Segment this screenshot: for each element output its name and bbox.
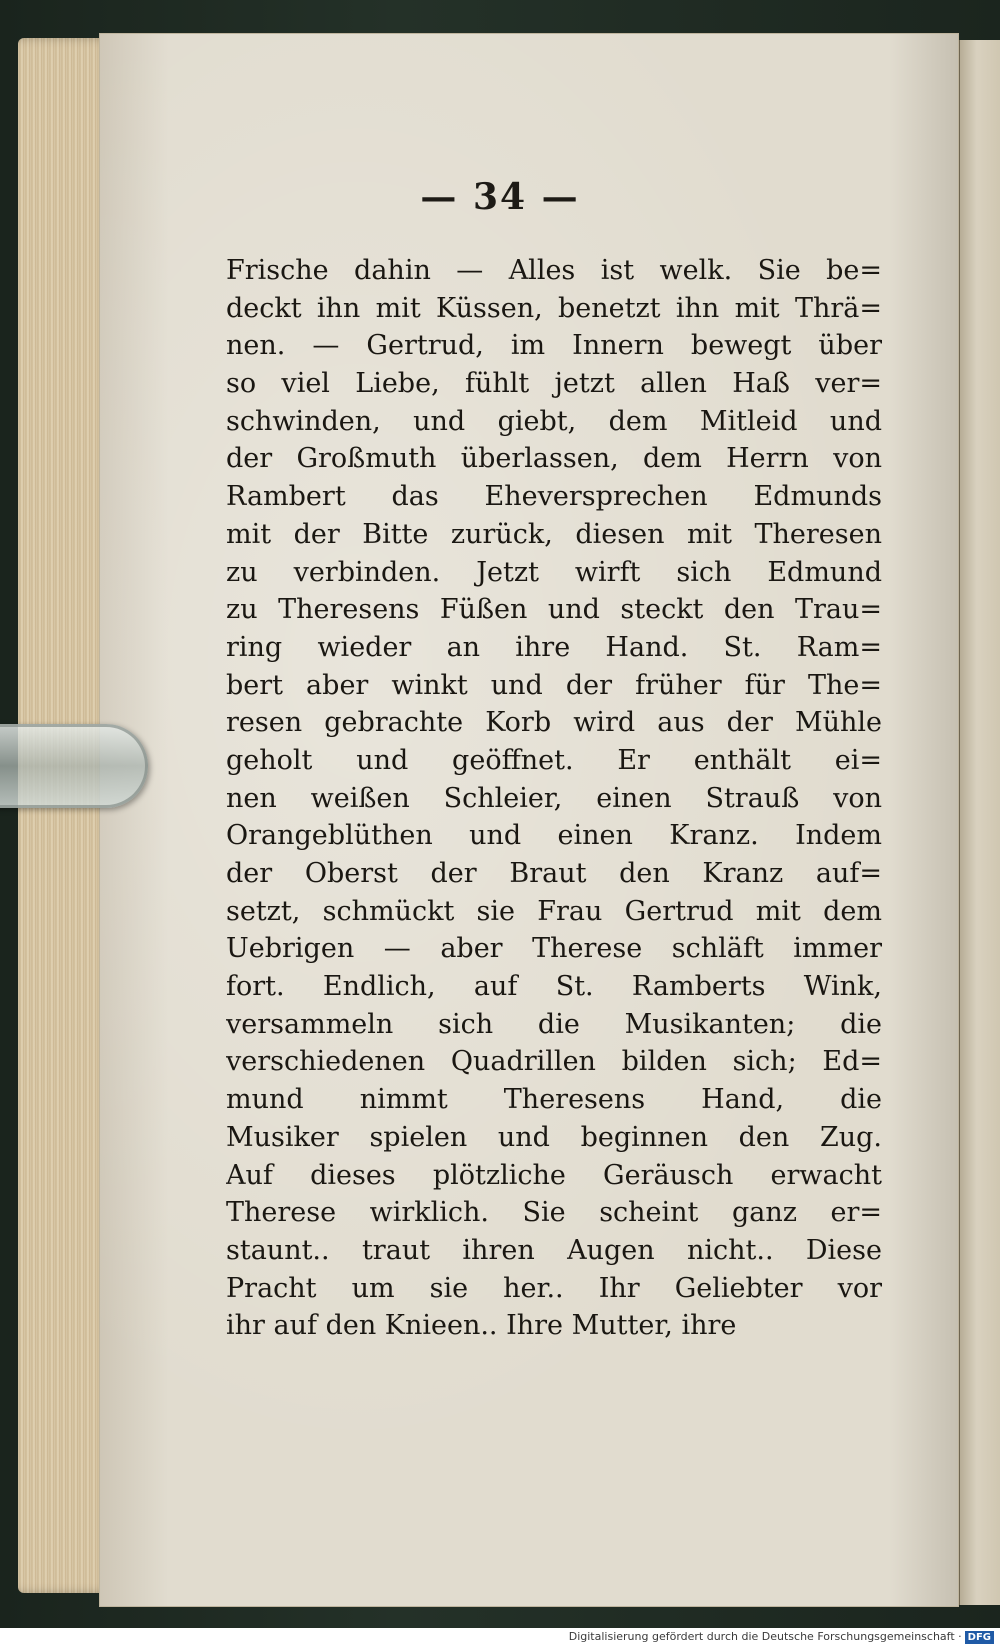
text-line: setzt, schmückt sie Frau Gertrud mit dem <box>226 895 882 927</box>
text-line: Frische dahin — Alles ist welk. Sie be= <box>226 255 882 286</box>
dfg-logo: DFG <box>965 1631 994 1644</box>
text-line: Auf dieses plötzliche Geräusch erwacht <box>226 1159 882 1191</box>
funding-credit-text: Digitalisierung gefördert durch die Deutsche Forschungsgemeinschaft · <box>568 1630 962 1643</box>
text-line: schwinden, und giebt, dem Mitleid und <box>226 405 882 437</box>
text-line: staunt.. traut ihren Augen nicht.. Diese <box>226 1234 882 1266</box>
text-line: nen weißen Schleier, einen Strauß von <box>226 782 882 814</box>
text-line: ring wieder an ihre Hand. St. Ram= <box>226 631 882 663</box>
text-line: deckt ihn mit Küssen, benetzt ihn mit Thrä= <box>226 292 882 324</box>
next-page-edge <box>958 40 1000 1605</box>
text-line: Uebrigen — aber Therese schläft immer <box>226 933 882 965</box>
text-line: der Oberst der Braut den Kranz auf= <box>226 858 882 889</box>
text-line: Therese wirklich. Sie scheint ganz er= <box>226 1197 882 1229</box>
text-line: resen gebrachte Korb wird aus der Mühle <box>226 707 882 739</box>
text-line: fort. Endlich, auf St. Ramberts Wink, <box>226 971 882 1003</box>
text-line: geholt und geöffnet. Er enthält ei= <box>226 744 882 776</box>
text-line: Orangeblüthen und einen Kranz. Indem <box>226 820 882 852</box>
text-line: versammeln sich die Musikanten; die <box>226 1008 882 1040</box>
text-line: Pracht um sie her.. Ihr Geliebter vor <box>226 1272 882 1304</box>
page-clip <box>0 724 148 808</box>
text-line: zu Theresens Füßen und steckt den Trau= <box>226 594 882 626</box>
text-line: zu verbinden. Jetzt wirft sich Edmund <box>226 556 882 588</box>
page-number: — 34 — <box>420 176 580 218</box>
funding-credit <box>569 1630 994 1644</box>
text-line: verschiedenen Quadrillen bilden sich; Ed= <box>226 1046 882 1078</box>
text-line: nen. — Gertrud, im Innern bewegt über <box>226 330 882 362</box>
text-line: mit der Bitte zurück, diesen mit Theresen <box>226 518 882 550</box>
text-line: mund nimmt Theresens Hand, die <box>226 1084 882 1116</box>
text-line: so viel Liebe, fühlt jetzt allen Haß ver= <box>226 368 882 400</box>
body-text <box>226 252 882 1345</box>
text-line: ihr auf den Knieen.. Ihre Mutter, ihre <box>226 1310 737 1342</box>
text-line: Rambert das Eheversprechen Edmunds <box>226 481 882 513</box>
text-line: Musiker spielen und beginnen den Zug. <box>226 1121 882 1153</box>
text-line: der Großmuth überlassen, dem Herrn von <box>226 443 882 475</box>
text-line: bert aber winkt und der früher für The= <box>226 669 882 701</box>
